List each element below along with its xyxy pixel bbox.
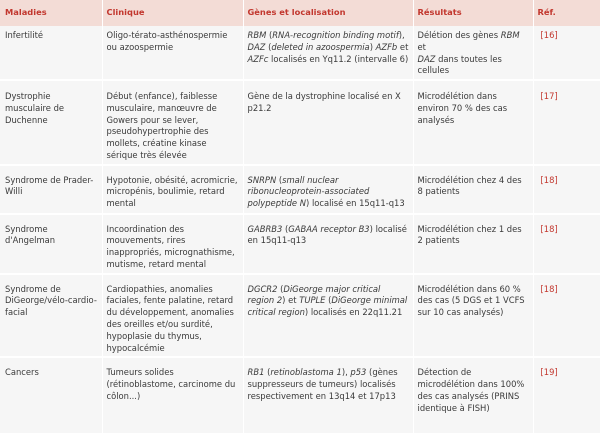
gene-text: localisés en Yq11.2 (intervalle 6) — [268, 53, 409, 64]
gene-symbol: DAZ — [247, 41, 266, 52]
cell-genes — [243, 357, 413, 434]
table-row — [0, 26, 600, 80]
cell-clinique: Tumeurs solides (rétinoblastome, carcinome du côlon...) — [102, 357, 243, 434]
header-genes: Gènes et localisation — [243, 0, 413, 26]
table-row — [0, 357, 600, 434]
cell-maladie: Infertilité — [0, 26, 102, 80]
gene-symbol: AZFc — [247, 53, 269, 64]
gene-text: (gènes suppresseurs de tumeurs) localisés respectivement en 13q14 et 17p13 — [247, 367, 398, 401]
result-text: Détection de microdélétion dans 100% des cas analysés (PRINS identique à FISH) — [417, 367, 525, 413]
result-text: Microdélétion dans environ 70 % des cas analysés — [417, 91, 508, 125]
cell-clinique: Incoordination des mouvements, rires inappropriés, micrognathisme, mutisme, retard mental — [102, 214, 243, 274]
result-text: et — [417, 41, 426, 52]
cell-genes — [243, 80, 413, 165]
gene-text: Gène de la dystrophine localisé en X p21.2 — [247, 91, 401, 113]
table-row — [0, 274, 600, 358]
gene-text: ) localisé en 15q11-q13 — [306, 198, 405, 209]
cell-clinique: Oligo-térato-asthénospermie ou azoospermie — [102, 26, 243, 80]
gene-text: ) localisé en 15q11-q13 — [247, 223, 407, 246]
cell-clinique: Début (enfance), faiblesse musculaire, manœuvre de Gowers pour se lever, pseudohypertrophie des mollets, créatine kinase sérique très élevée — [102, 80, 243, 165]
cell-maladie: Syndrome de DiGeorge/vélo-cardio-facial — [0, 274, 102, 358]
gene-symbol: p53 — [350, 367, 367, 378]
result-text: Microdélétion chez 4 des 8 patients — [417, 174, 522, 197]
gene-symbol: RBM — [500, 30, 520, 40]
gene-symbol: RB1 — [247, 367, 265, 378]
gene-text: ) — [369, 41, 376, 52]
cell-maladie: Dystrophie musculaire de Duchenne — [0, 80, 102, 165]
gene-symbol: AZFb — [375, 41, 398, 52]
cell-ref: [18] — [533, 274, 600, 358]
table-header-row — [0, 0, 600, 26]
cell-ref: [16] — [533, 26, 600, 80]
cell-maladie: Syndrome d'Angelman — [0, 214, 102, 274]
gene-text: ( — [265, 41, 272, 52]
gene-fullname: small nuclear ribonucleoprotein-associated polypeptide N — [247, 174, 370, 209]
gene-symbol: TUPLE — [299, 295, 326, 306]
gene-text: ( — [277, 283, 284, 294]
cell-ref: [18] — [533, 214, 600, 274]
result-text: Microdélétion dans 60 % des cas (5 DGS et 1 VCFS sur 10 cas analysés) — [417, 283, 525, 318]
cell-resultats — [413, 357, 533, 434]
cell-ref: [18] — [533, 165, 600, 214]
gene-text: ( — [282, 223, 289, 234]
cell-clinique: Hypotonie, obésité, acromicrie, micropénis, boulimie, retard mental — [102, 165, 243, 214]
cell-maladie: Cancers — [0, 357, 102, 434]
gene-symbol: RBM — [247, 30, 267, 40]
cell-resultats — [413, 26, 533, 80]
header-clinique: Clinique — [102, 0, 243, 26]
gene-symbol: SNRPN — [247, 174, 277, 185]
gene-text: ( — [264, 367, 271, 378]
cell-resultats — [413, 165, 533, 214]
gene-fullname: retinoblastoma 1 — [270, 367, 342, 378]
gene-fullname: DiGeorge major critical region 2 — [247, 283, 381, 306]
table-row — [0, 165, 600, 214]
gene-text: ( — [266, 30, 273, 40]
gene-symbol: DGCR2 — [247, 283, 278, 294]
gene-symbol: GABRB3 — [247, 223, 283, 234]
gene-text: ( — [325, 295, 332, 306]
gene-fullname: deleted in azoospermia — [271, 41, 370, 52]
cell-ref: [17] — [533, 80, 600, 165]
result-text: dans toutes les cellules — [417, 53, 502, 76]
gene-text: ( — [276, 174, 283, 185]
gene-text: ), — [341, 367, 351, 378]
header-ref: Réf. — [533, 0, 600, 26]
gene-symbol: DAZ — [417, 53, 436, 64]
result-text: Microdélétion chez 1 des 2 patients — [417, 223, 522, 246]
gene-fullname: DiGeorge minimal critical region — [247, 295, 408, 318]
cell-clinique: Cardiopathies, anomalies faciales, fente palatine, retard du développement, anomalies des oreilles et/ou surdité, hypoplasie du thymus, hypocalcémie — [102, 274, 243, 358]
gene-fullname: GABAA receptor B3 — [288, 223, 370, 234]
table-row — [0, 80, 600, 165]
gene-text: ) et — [282, 295, 300, 306]
cell-genes — [243, 274, 413, 358]
header-maladies: Maladies — [0, 0, 102, 26]
gene-text: ) localisés en 22q11.21 — [304, 307, 403, 318]
cell-maladie: Syndrome de Prader-Willi — [0, 165, 102, 214]
cell-genes — [243, 26, 413, 80]
cell-ref: [19] — [533, 357, 600, 434]
cell-resultats — [413, 214, 533, 274]
table-row — [0, 214, 600, 274]
gene-text: ), — [398, 30, 405, 40]
header-resultats: Résultats — [413, 0, 533, 26]
cell-genes — [243, 214, 413, 274]
cell-resultats — [413, 274, 533, 358]
cell-genes — [243, 165, 413, 214]
gene-text: et — [397, 41, 409, 52]
result-text: Délétion des gènes — [417, 30, 501, 40]
gene-fullname: RNA-recognition binding motif — [272, 30, 399, 40]
cell-resultats — [413, 80, 533, 165]
